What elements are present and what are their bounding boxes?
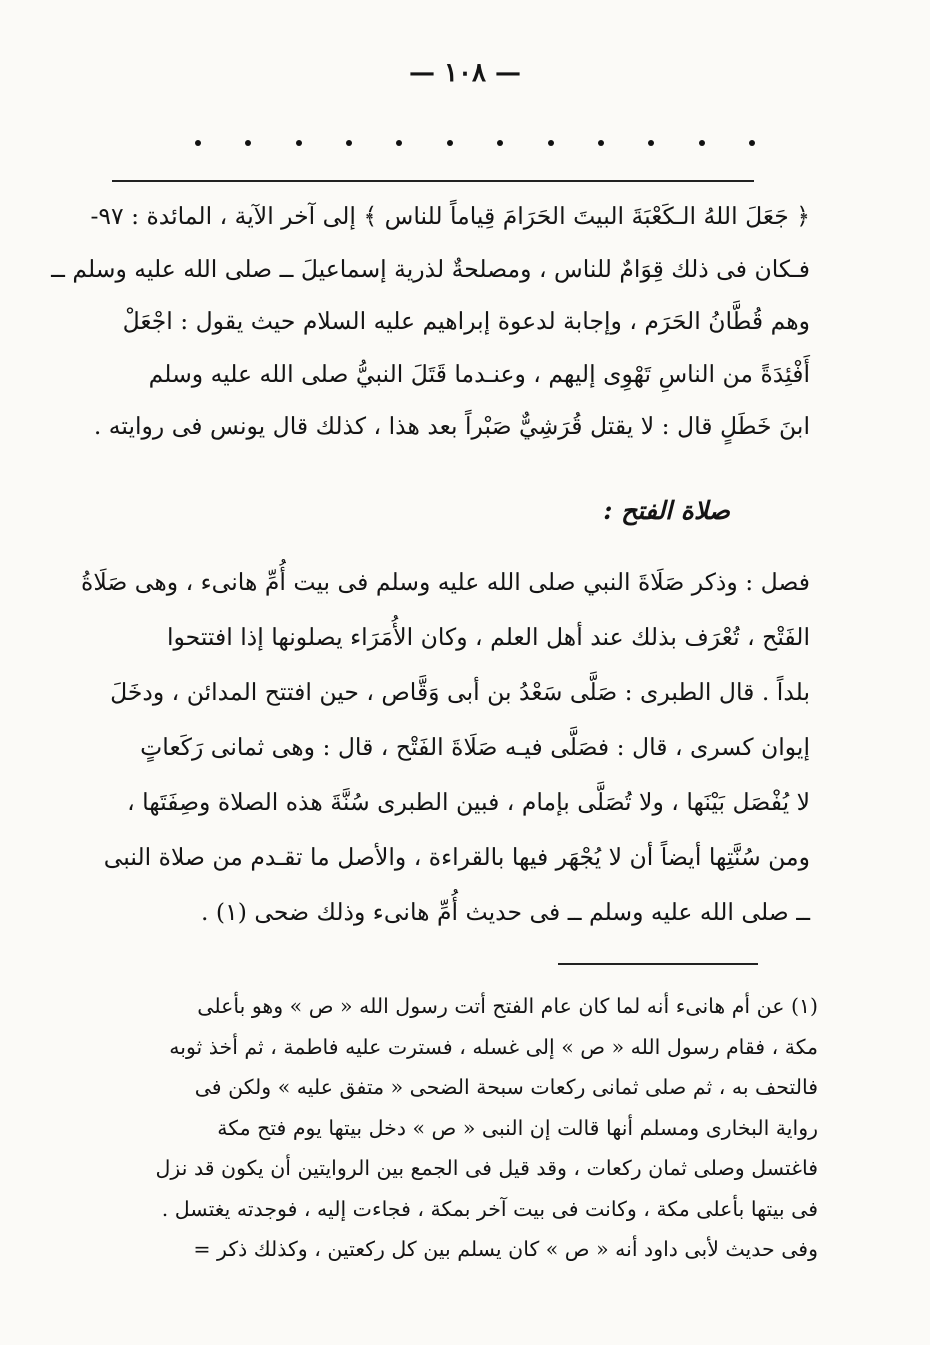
separator-dot <box>497 140 503 146</box>
dotted-separator <box>195 140 755 146</box>
page-number: — ١٠٨ — <box>408 58 522 88</box>
footnote-line: فاغتسل وصلى ثمان ركعات ، وقد قيل فى الجمع بين الروايتين أن يكون قد نزل <box>155 1156 818 1180</box>
text-line: وهم قُطَّانُ الحَرَم ، وإجابة لدعوة إبراهيم عليه السلام حيث يقول : اجْعَلْ <box>122 307 810 335</box>
footnote <box>90 986 818 1270</box>
footnote-line: (١) عن أم هانىء أنه لما كان عام الفتح أتت رسول الله « ص » وهو بأعلى <box>197 994 818 1018</box>
footnote-line: فالتحف به ، ثم صلى ثمانى ركعات سبحة الضحى « متفق عليه » ولكن فى <box>194 1075 818 1099</box>
separator-dot <box>447 140 453 146</box>
separator-dot <box>396 140 402 146</box>
text-line: أَفْئِدَةً من الناسِ تَهْوِى إليهم ، وعنـدما قَتَلَ النبيُّ صلى الله عليه وسلم <box>148 359 810 388</box>
separator-dot <box>598 140 604 146</box>
text-line: ابنَ خَطَلٍ قال : لا يقتل قُرَشِيٌّ صَبْراً بعد هذا ، كذلك قال يونس فى روايته . <box>93 412 810 440</box>
separator-dot <box>195 140 201 146</box>
footnote-line: فى بيتها بأعلى مكة ، وكانت فى بيت آخر بمكة ، فجاءت إليه ، فوجدته يغتسل . <box>161 1196 818 1221</box>
separator-dot <box>699 140 705 146</box>
footnote-rule <box>558 963 758 965</box>
text-line: فصل : وذكر صَلَاةَ النبي صلى الله عليه وسلم فى بيت أُمِّ هانىء ، وهى صَلَاةُ <box>81 568 810 596</box>
footnote-line: رواية البخارى ومسلم أنها قالت إن النبى « ص » دخل بيتها يوم فتح مكة <box>217 1115 818 1140</box>
text-line: إيوان كسرى ، قال : فصَلَّى فيـه صَلَاةَ الفَتْح ، قال : وهى ثمانى رَكَعاتٍ <box>140 733 810 761</box>
footnote-line: مكة ، فقام رسول الله « ص » إلى غسله ، فسترت عليه فاطمة ، ثم أخذ ثوبه <box>169 1034 818 1059</box>
text-line: ﴿ جَعَلَ اللهُ الـكَعْبَةَ البيتَ الحَرَامَ قِياماً للناس ﴾ إلى آخر الآية ، المائدة : ٩٧- <box>90 202 810 230</box>
text-line: فـكان فى ذلك قِوَامٌ للناس ، ومصلحةٌ لذرية إسماعيلَ ــ صلى الله عليه وسلم ــ <box>51 254 810 283</box>
text-line: لا يُفْصَل بَيْنَها ، ولا تُصَلَّى بإمام ، فبين الطبرى سُنَّةَ هذه الصلاة وصِفَتَها ، <box>127 788 810 816</box>
footnote-line: وفى حديث لأبى داود أنه « ص » كان يسلم بين كل ركعتين ، وكذلك ذكر = <box>193 1237 818 1261</box>
separator-dot <box>648 140 654 146</box>
section-heading: صلاة الفتح : <box>603 496 730 525</box>
main-paragraph <box>51 190 810 453</box>
separator-dot <box>749 140 755 146</box>
text-line: بلداً . قال الطبرى : صَلَّى سَعْدُ بن أبى وَقَّاص ، حين افتتح المدائن ، ودخَلَ <box>110 678 810 706</box>
separator-dot <box>245 140 251 146</box>
text-line: ــ صلى الله عليه وسلم ــ فى حديث أُمِّ هانىء وذلك ضحى (١) . <box>200 898 810 926</box>
separator-dot <box>346 140 352 146</box>
header-rule <box>112 180 754 182</box>
text-line: ومن سُنَّتِها أيضاً أن لا يُجْهَر فيها بالقراءة ، والأصل ما تقـدم من صلاة النبى <box>103 843 810 871</box>
separator-dot <box>548 140 554 146</box>
separator-dot <box>296 140 302 146</box>
section-paragraph <box>81 555 810 940</box>
text-line: الفَتْح ، تُعْرَف بذلك عند أهل العلم ، وكان الأُمَرَاء يصلونها إذا افتتحوا <box>166 623 810 651</box>
